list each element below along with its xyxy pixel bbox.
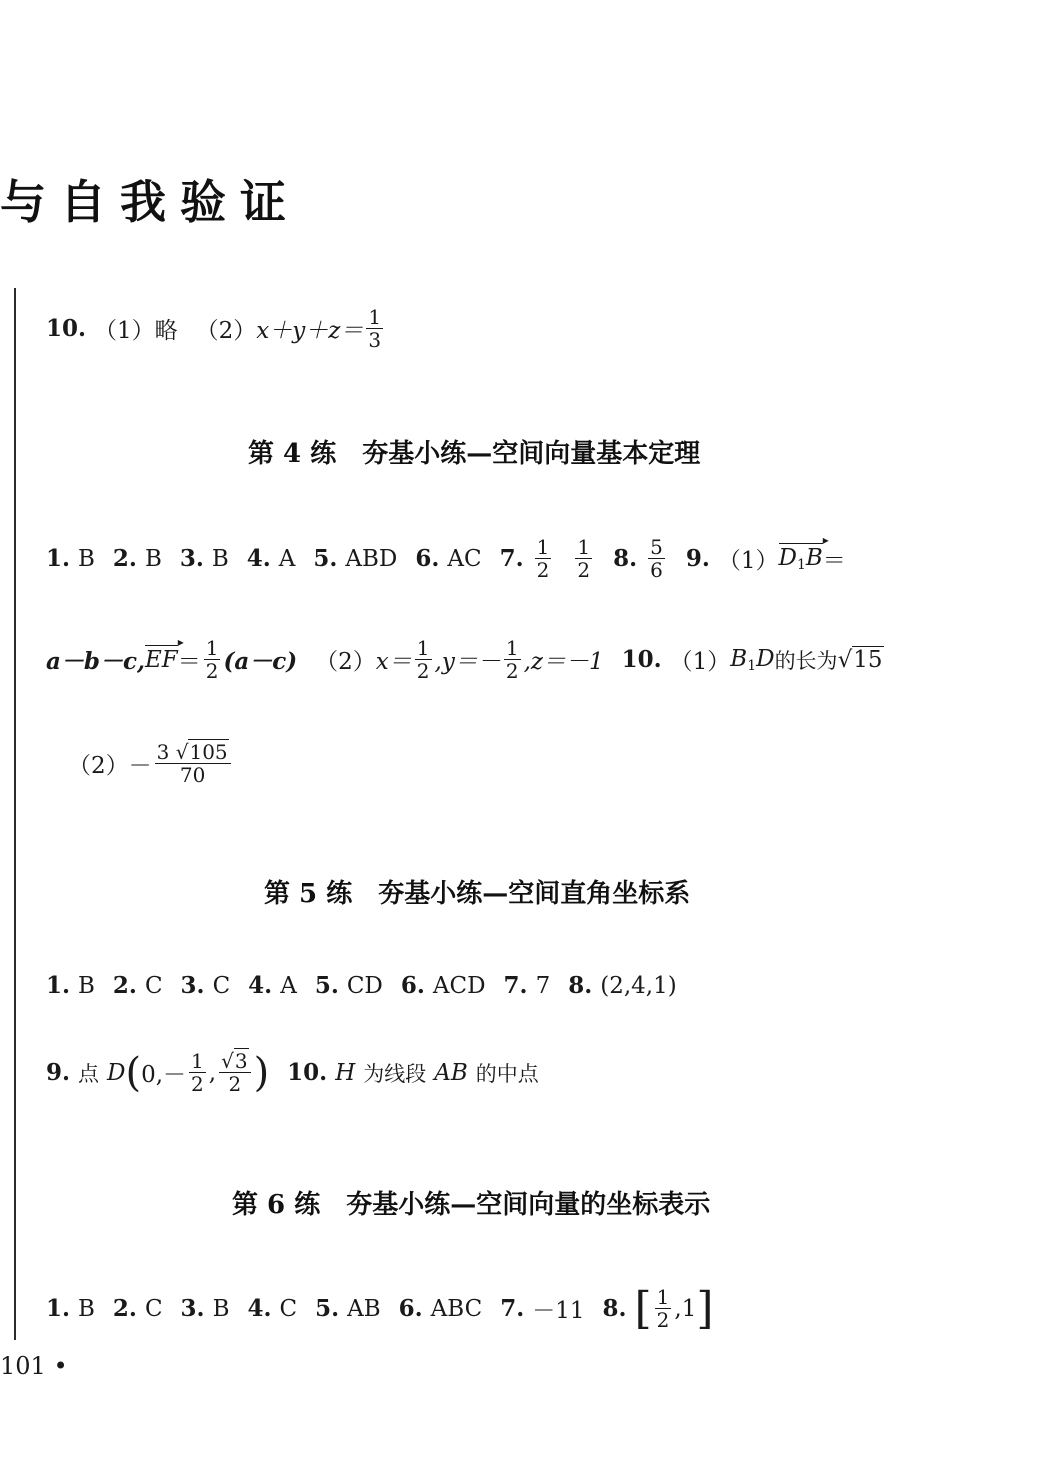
question-number: 10. xyxy=(287,1059,328,1086)
s4-row-2 xyxy=(46,637,884,682)
answer-text: 的长为 xyxy=(774,648,838,673)
question-number: 4. xyxy=(248,972,273,999)
question-number: 2. xyxy=(112,1295,137,1322)
question-number: 1. xyxy=(46,972,71,999)
right-paren: ) xyxy=(253,1049,270,1096)
question-number: 3. xyxy=(180,972,205,999)
answer-text: ABD xyxy=(345,545,398,572)
question-number: 5. xyxy=(315,1295,340,1322)
question-number: 7. xyxy=(503,972,528,999)
right-bracket: ] xyxy=(696,1282,714,1334)
equals-sign: ＝ xyxy=(177,649,201,675)
answer-text: 的中点 xyxy=(475,1061,539,1086)
equals-sign: ＝ xyxy=(822,548,846,574)
answer-text: （1） xyxy=(717,548,779,574)
question-number: 4. xyxy=(247,1295,272,1322)
math-expression: H xyxy=(335,1059,356,1086)
answer-text: AC xyxy=(447,545,482,572)
answer-text: （1）略 xyxy=(94,318,178,344)
s4-row-3 xyxy=(68,741,234,786)
math-expression: a－b－c, xyxy=(46,648,145,675)
sqrt-expression: √15 xyxy=(837,646,883,673)
math-expression: AB xyxy=(434,1059,468,1086)
question-number: 9. xyxy=(46,1059,71,1086)
answer-text: AB xyxy=(347,1295,381,1322)
answer-text: B xyxy=(144,545,162,572)
answer-text: 为线段 xyxy=(363,1061,427,1086)
math-expression: x＋y＋z＝ xyxy=(256,318,364,344)
answer-text: （2） xyxy=(315,649,376,675)
question-number: 6. xyxy=(400,972,425,999)
question-number: 8. xyxy=(602,1295,627,1322)
answer-text: C xyxy=(279,1295,298,1322)
question-number: 3. xyxy=(179,545,204,572)
answer-text: A xyxy=(280,972,297,999)
answer-text: (2,4,1) xyxy=(600,972,677,999)
s6-row-1 xyxy=(46,1282,714,1334)
answer-text: B xyxy=(211,545,229,572)
question-number: 2. xyxy=(112,972,137,999)
answer-text: B xyxy=(78,1295,95,1322)
answer-text: C xyxy=(212,972,231,999)
s5-row-1 xyxy=(46,972,677,999)
math-expression: ,y＝－ xyxy=(434,649,501,675)
answer-text: B xyxy=(78,545,95,572)
fraction: $\frac{1}{2}$ xyxy=(536,535,550,582)
math-expression: x＝ xyxy=(375,649,412,675)
question-number: 6. xyxy=(398,1295,423,1322)
math-expression: (a－c) xyxy=(223,648,298,675)
question-number: 10. xyxy=(46,315,87,342)
question-number: 5. xyxy=(313,545,338,572)
fraction: $\frac{1}{2}$ xyxy=(577,535,591,582)
prev-q10-line xyxy=(46,306,386,351)
fraction: $\frac{√3}{2}$ xyxy=(219,1050,250,1095)
answer-text: （2） xyxy=(195,318,257,344)
question-number: 8. xyxy=(568,972,593,999)
answer-text: C xyxy=(144,1295,163,1322)
s4-row-1 xyxy=(46,536,846,581)
math-expression: D xyxy=(107,1059,126,1086)
answer-text: B xyxy=(212,1295,230,1322)
fraction: $\frac{1}{2}$ xyxy=(656,1285,670,1332)
question-number: 8. xyxy=(613,545,638,572)
answer-text: CD xyxy=(346,972,383,999)
math-expression: ,1 xyxy=(674,1295,697,1322)
answer-text: A xyxy=(278,545,296,572)
section-title-5: 第 5 练 夯基小练—空间直角坐标系 xyxy=(264,879,691,909)
question-number: 1. xyxy=(46,545,71,572)
answer-text: ABC xyxy=(430,1295,483,1322)
fraction: $\frac{1}{2}$ xyxy=(191,1049,204,1096)
math-expression: ,z＝－1 xyxy=(523,649,604,675)
fraction: $\frac{5}{6}$ xyxy=(650,535,663,582)
answer-text: （1） xyxy=(669,649,731,675)
answer-text: C xyxy=(144,972,163,999)
answer-text: －11 xyxy=(532,1298,585,1324)
margin-rule xyxy=(14,288,16,1340)
fraction: $\frac{1}{2}$ xyxy=(505,636,519,683)
question-number: 7. xyxy=(499,545,524,572)
s5-row-2 xyxy=(46,1050,539,1095)
comma: , xyxy=(208,1059,217,1086)
vector-ef: EF ▸ xyxy=(145,647,178,673)
answer-text: （2）－ xyxy=(68,753,152,779)
page-number: 101 • xyxy=(0,1352,68,1380)
fraction: $\frac{1}{2}$ xyxy=(205,636,219,683)
answer-text: 7 xyxy=(535,972,551,999)
question-number: 10. xyxy=(621,646,662,673)
question-number: 2. xyxy=(112,545,137,572)
question-number: 4. xyxy=(246,545,271,572)
math-expression: 0,－ xyxy=(141,1062,187,1088)
section-title-6: 第 6 练 夯基小练—空间向量的坐标表示 xyxy=(232,1190,711,1220)
vector-d1b: $D_1B$ ▸ xyxy=(779,545,823,573)
left-bracket: [ xyxy=(634,1282,652,1334)
question-number: 3. xyxy=(180,1295,205,1322)
fraction: $\frac{1}{3}$ xyxy=(368,305,382,352)
fraction: $\frac{1}{2}$ xyxy=(416,636,430,683)
answer-text: 点 xyxy=(78,1061,100,1086)
question-number: 1. xyxy=(46,1295,71,1322)
fraction: $\frac{3 √105}{70}$ xyxy=(155,741,231,786)
answer-text: B xyxy=(78,972,95,999)
question-number: 5. xyxy=(314,972,339,999)
section-title-4: 第 4 练 夯基小练—空间向量基本定理 xyxy=(248,439,701,469)
question-number: 9. xyxy=(685,545,710,572)
page-header-title: 与自我验证 xyxy=(0,175,300,229)
question-number: 6. xyxy=(415,545,440,572)
question-number: 7. xyxy=(500,1295,525,1322)
segment-b1d: $B_1D$ xyxy=(730,645,775,674)
answer-text: ACD xyxy=(432,972,486,999)
left-paren: ( xyxy=(125,1049,142,1096)
